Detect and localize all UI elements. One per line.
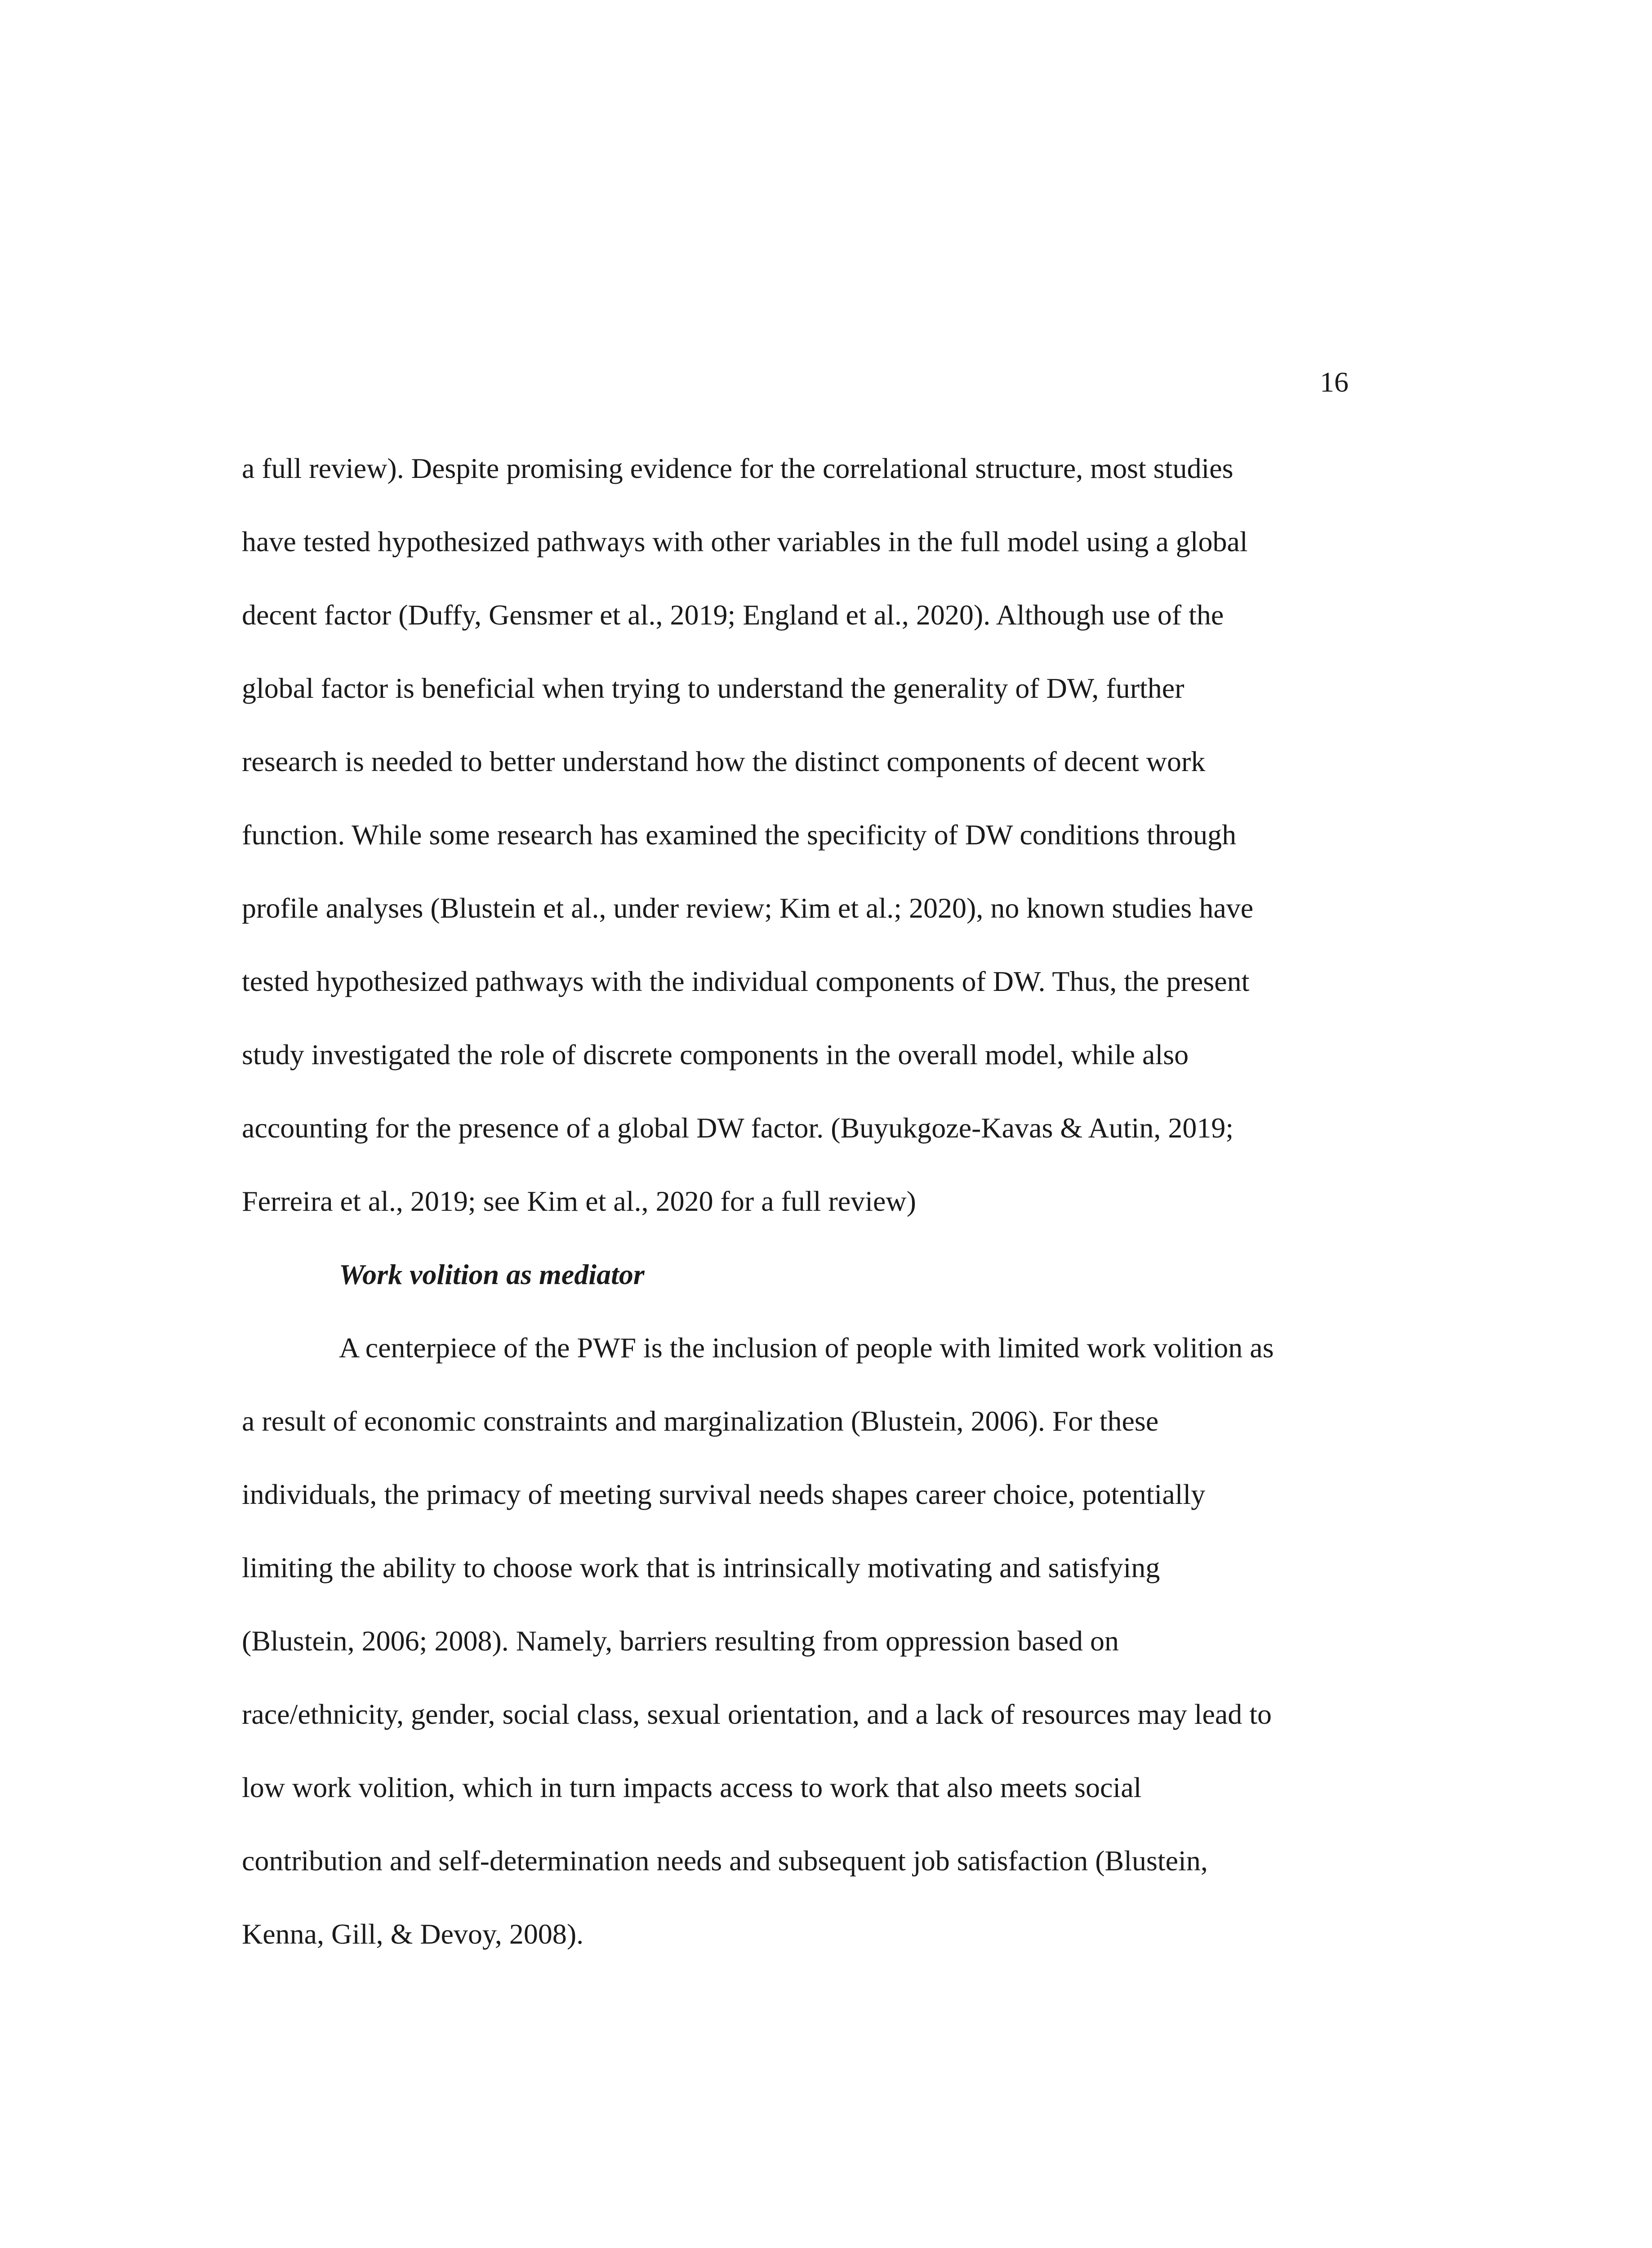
text-line: race/ethnicity, gender, social class, sexual orientation, and a lack of resources may lead to [242,1698,1272,1730]
text-line: limiting the ability to choose work that is intrinsically motivating and satisfying [242,1552,1160,1583]
text-line: (Blustein, 2006; 2008). Namely, barriers resulting from oppression based on [242,1625,1119,1657]
text-line: study investigated the role of discrete components in the overall model, while also [242,1039,1189,1070]
text-line: research is needed to better understand how the distinct components of decent work [242,745,1206,777]
text-line: function. While some research has examined the specificity of DW conditions through [242,819,1237,851]
text-line: accounting for the presence of a global DW factor. (Buyukgoze-Kavas & Autin, 2019; [242,1112,1234,1144]
text-line: a full review). Despite promising evidence for the correlational structure, most studies [242,452,1233,484]
text-line: Kenna, Gill, & Devoy, 2008). [242,1918,584,1950]
text-line: individuals, the primacy of meeting survival needs shapes career choice, potentially [242,1478,1206,1510]
text-line: low work volition, which in turn impacts access to work that also meets social [242,1771,1142,1803]
text-line: tested hypothesized pathways with the individual components of DW. Thus, the present [242,965,1250,997]
text-line: a result of economic constraints and marginalization (Blustein, 2006). For these [242,1405,1159,1437]
text-line: global factor is beneficial when trying to understand the generality of DW, further [242,672,1184,704]
text-line: decent factor (Duffy, Gensmer et al., 2019; England et al., 2020). Although use of the [242,599,1224,631]
text-line: have tested hypothesized pathways with other variables in the full model using a global [242,526,1248,558]
text-line: Ferreira et al., 2019; see Kim et al., 2020 for a full review) [242,1185,916,1217]
text-line: A centerpiece of the PWF is the inclusion of people with limited work volition as [339,1332,1274,1364]
text-line: contribution and self-determination needs and subsequent job satisfaction (Blustein, [242,1845,1208,1877]
body-text [242,432,1393,1971]
page-number: 16 [1320,366,1349,398]
text-line: profile analyses (Blustein et al., under review; Kim et al.; 2020), no known studies have [242,892,1254,924]
section-heading: Work volition as mediator [339,1258,645,1290]
